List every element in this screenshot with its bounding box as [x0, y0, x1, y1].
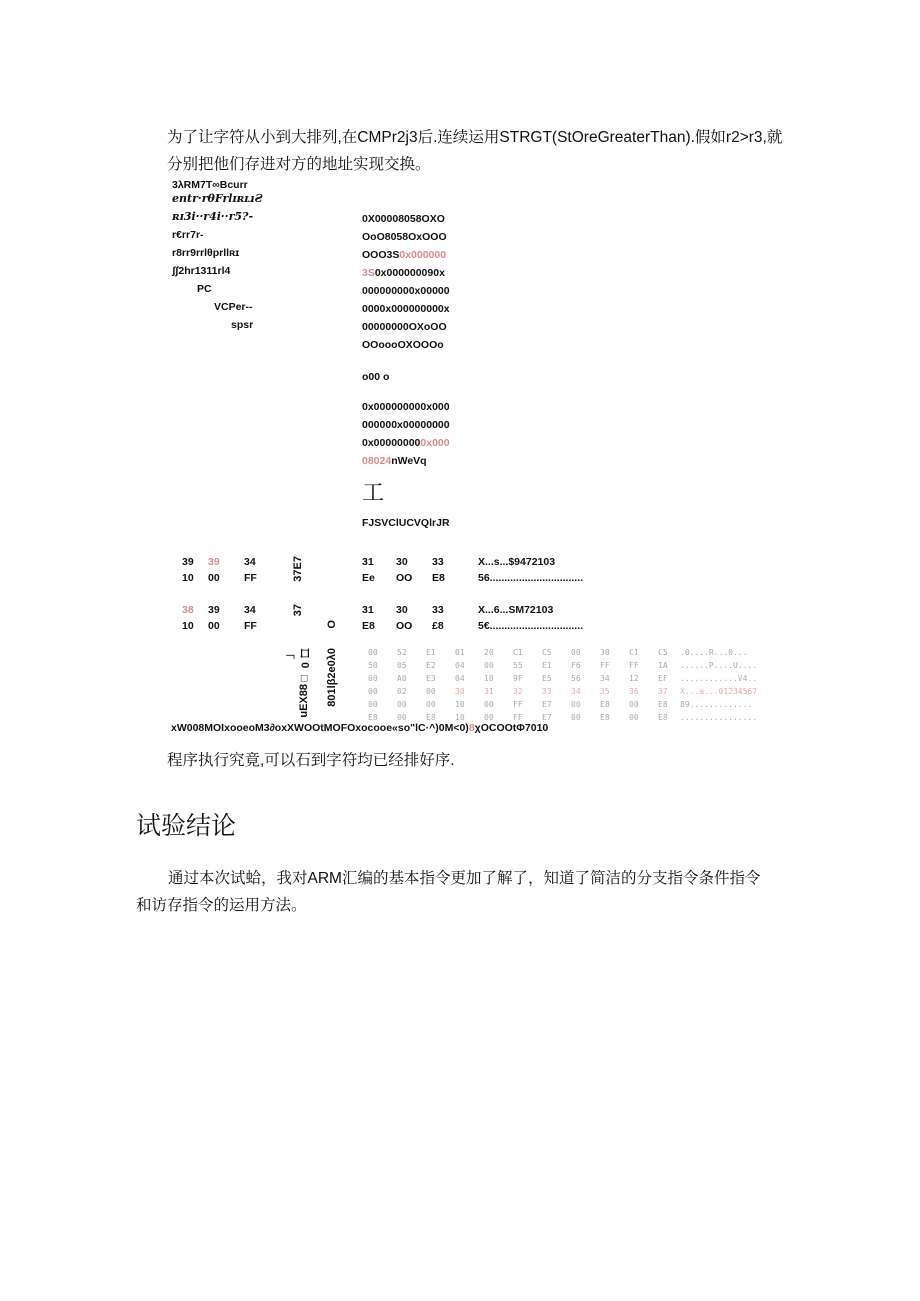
hex-byte: 00	[629, 700, 639, 709]
hex-byte: A0	[397, 674, 407, 683]
intro-line-2: 分别把他们存进对方的地址实现交换。	[167, 156, 431, 173]
hex-byte: 00	[368, 687, 378, 696]
reg-label: r8rr9rrlθprllʀɪ	[172, 247, 240, 259]
hex-byte: 00	[426, 687, 436, 696]
result-text: 程序执行究竟,可以石到字符均已经排好序.	[167, 752, 455, 769]
hex-byte: 35	[600, 687, 610, 696]
hex-byte: E1	[542, 661, 552, 670]
hex-byte: FF	[513, 713, 523, 722]
hex-byte: E1	[426, 648, 436, 657]
hex-byte: 00	[426, 700, 436, 709]
memory-footer: xW008MOIxooeoM3∂oxXWOOtMOFOxocooe«so"lC·^)0M<0)8χOCOOtΦ7010	[171, 722, 549, 734]
hex-byte: E8	[658, 713, 668, 722]
reg-label: PC	[197, 283, 212, 295]
hex-byte: 01	[455, 648, 465, 657]
reg-label: entr·rθFrlɪʀɪɹƧ	[172, 192, 263, 205]
hex-byte: 10	[455, 713, 465, 722]
reg-value: 00000000OXoOO	[362, 321, 447, 333]
hex-byte: 37	[658, 687, 668, 696]
hex-byte: 04	[455, 661, 465, 670]
hex-byte: 00	[368, 674, 378, 683]
reg-value: o00 o	[362, 371, 390, 383]
hex-byte: E7	[542, 713, 552, 722]
vertical-label: O	[326, 620, 338, 629]
hex-byte: 00	[629, 713, 639, 722]
hex-byte: C5	[658, 648, 668, 657]
hex-byte: 05	[397, 661, 407, 670]
hex-byte: E8	[426, 713, 436, 722]
hex-byte: E8	[368, 713, 378, 722]
hex-byte: 31	[484, 687, 494, 696]
hex-ascii: ................	[680, 713, 758, 722]
reg-value: OoO8058OxOOO	[362, 231, 447, 243]
hex-byte: 00	[397, 713, 407, 722]
hex-byte: 10	[484, 674, 494, 683]
hex-byte: 33	[542, 687, 552, 696]
hex-byte: 00	[571, 648, 581, 657]
reg-value-glyph: 工	[362, 481, 385, 506]
hex-byte: 30	[455, 687, 465, 696]
hex-byte: 00	[484, 700, 494, 709]
hex-ascii: ............V4..	[680, 674, 758, 683]
vertical-label: 801lβ2e0λ0	[326, 648, 338, 707]
hex-byte: 9F	[513, 674, 523, 683]
vertical-label: 37	[292, 604, 304, 617]
hex-byte: 04	[455, 674, 465, 683]
hex-byte: EF	[658, 674, 668, 683]
conclusion-line-2: 和访存指令的运用方法。	[136, 897, 307, 914]
hex-ascii: X...a...01234567	[680, 687, 758, 696]
reg-label: ʃ∫2hr1311rl4	[172, 265, 231, 277]
vertical-label: uEX88□	[298, 672, 310, 718]
hex-byte: 56	[571, 674, 581, 683]
hex-byte: E2	[426, 661, 436, 670]
hex-byte: 36	[629, 687, 639, 696]
reg-value: 000000x00000000	[362, 419, 450, 431]
hex-byte: C5	[542, 648, 552, 657]
reg-label: 3λRM7T∞Bcurr	[172, 179, 248, 191]
hex-byte: C1	[513, 648, 523, 657]
reg-value: OOO3S0x000000	[362, 249, 447, 261]
hex-byte: 00	[484, 661, 494, 670]
vertical-label: 」	[284, 648, 296, 659]
reg-value: 3S0x000000090x	[362, 267, 445, 279]
hex-byte: 20	[484, 648, 494, 657]
reg-label: ʀɪ3i··r4i··r5?-	[172, 210, 254, 223]
hex-dump	[368, 648, 768, 724]
hex-byte: 55	[513, 661, 523, 670]
hex-byte: 00	[484, 713, 494, 722]
hex-byte: 12	[629, 674, 639, 683]
reg-value: 000000000x00000	[362, 285, 450, 297]
hex-byte: C1	[629, 648, 639, 657]
hex-byte: 00	[571, 700, 581, 709]
hex-ascii: .0....R...0...	[680, 648, 748, 657]
hex-byte: FF	[600, 661, 610, 670]
reg-value: 08024nWeVq	[362, 455, 427, 467]
reg-label: spsr	[231, 319, 254, 331]
hex-byte: 50	[368, 661, 378, 670]
hex-byte: E8	[658, 700, 668, 709]
reg-value: 0x000000000x000	[362, 437, 450, 449]
hex-ascii: 89.............	[680, 700, 753, 709]
hex-byte: E8	[600, 700, 610, 709]
hex-byte: 00	[571, 713, 581, 722]
hex-byte: 34	[600, 674, 610, 683]
reg-value: OOoooOXOOOo	[362, 339, 444, 351]
vertical-label: 0 口	[300, 648, 312, 669]
hex-byte: FF	[629, 661, 639, 670]
hex-byte: E7	[542, 700, 552, 709]
hex-byte: 30	[600, 648, 610, 657]
hex-byte: 00	[397, 700, 407, 709]
reg-flags: FJSVClUCVQlrJR	[362, 517, 450, 529]
hex-byte: 00	[368, 648, 378, 657]
hex-byte: E5	[542, 674, 552, 683]
intro-line-1: 为了让字符从小到大排列,在CMPr2j3后.连续运用STRGT(StOreGreaterThan).假如r2>r3,就	[167, 129, 783, 146]
reg-value: 0000x000000000x	[362, 303, 450, 315]
hex-byte: 02	[397, 687, 407, 696]
hex-byte: FF	[513, 700, 523, 709]
reg-value: 0X00008058OXO	[362, 213, 445, 225]
hex-byte: E8	[600, 713, 610, 722]
reg-label: r€rr7r-	[172, 229, 204, 241]
hex-byte: 00	[368, 700, 378, 709]
hex-ascii: ......P....U....	[680, 661, 758, 670]
hex-byte: 34	[571, 687, 581, 696]
hex-byte: 32	[513, 687, 523, 696]
hex-byte: 10	[455, 700, 465, 709]
hex-byte: E3	[426, 674, 436, 683]
reg-value: 0x000000000x000	[362, 401, 450, 413]
hex-byte: 52	[397, 648, 407, 657]
memory-rows: 39 39 34 31 30 33 X...s...$9472103 10 00 FF Ee OO E8 56................................ 38 39 34 31 30 33 X...6...SM72103 10 00 FF E8 OO £8 5€................................	[182, 556, 584, 632]
conclusion-line-1: 通过本次试蛤，我对ARM汇编的基本指令更加了解了，知道了简洁的分支指令条件指令	[168, 870, 761, 887]
hex-byte: 1A	[658, 661, 668, 670]
reg-label: VCPer--	[214, 301, 253, 313]
vertical-label: 37E7	[292, 556, 304, 582]
hex-byte: F6	[571, 661, 581, 670]
section-heading: 试验结论	[136, 811, 237, 840]
